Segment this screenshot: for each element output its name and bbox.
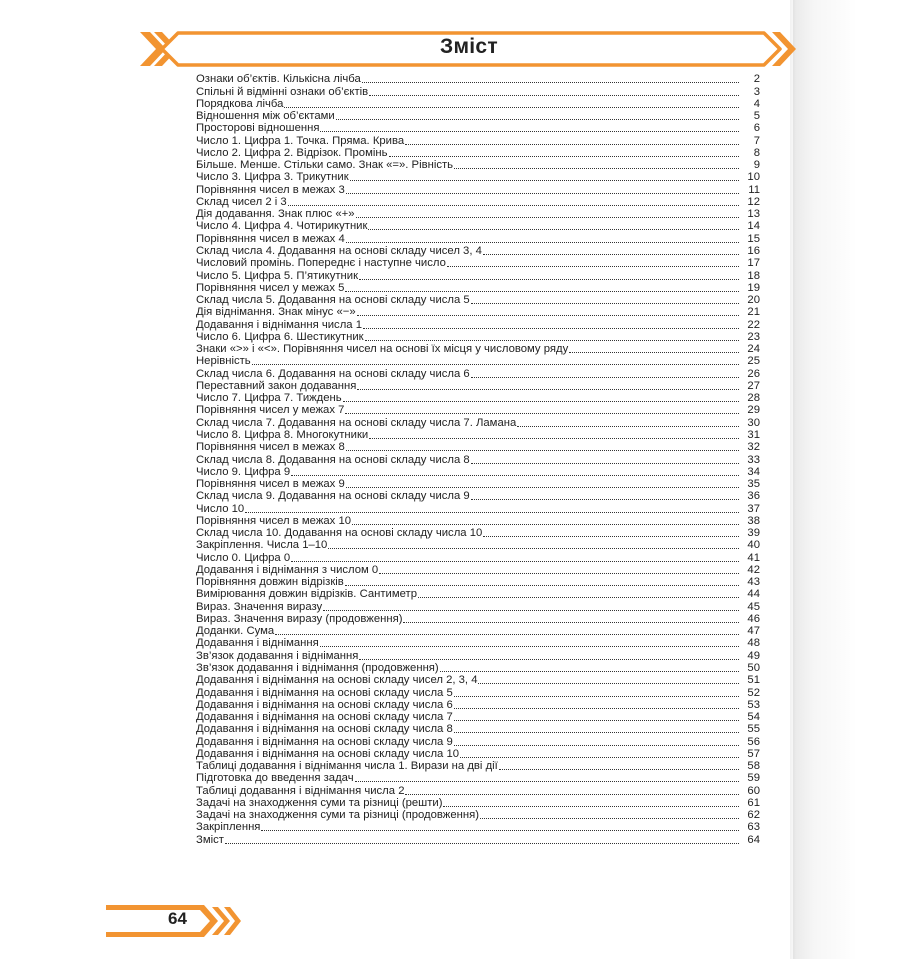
toc-dot-leader: [245, 502, 739, 513]
toc-entry-title: Зв’язок додавання і віднімання (продовження): [196, 662, 439, 675]
toc-dot-leader: [454, 686, 739, 697]
toc-entry-page: 12: [747, 195, 760, 208]
toc-dot-leader: [471, 453, 739, 464]
toc-entry: [196, 85, 760, 97]
toc-entry-page: 36: [747, 490, 760, 503]
toc-entry-page: 39: [747, 527, 760, 540]
toc-entry-title: Ознаки об’єктів. Кількісна лічба: [196, 73, 361, 86]
toc-entry-page: 29: [747, 404, 760, 417]
toc-dot-leader: [291, 551, 739, 562]
toc-dot-leader: [359, 269, 739, 280]
toc-entry-title: Знаки «>» і «<». Порівняння чисел на основі їх місця у числовому ряду: [196, 343, 569, 356]
toc-dot-leader: [483, 526, 739, 537]
toc-dot-leader: [403, 612, 739, 623]
toc-dot-leader: [369, 85, 739, 96]
toc-entry-title: Порівняння чисел у межах 7: [196, 404, 345, 417]
toc-entry-page: 59: [747, 772, 760, 785]
toc-dot-leader: [471, 489, 739, 500]
toc-entry-page: 54: [747, 711, 760, 724]
toc-entry-title: Порівняння чисел в межах 4: [196, 232, 345, 245]
toc-entry-title: Число 5. Цифра 5. П’ятикутник: [196, 269, 359, 282]
toc-entry-title: Склад числа 8. Додавання на основі складу числа 8: [196, 453, 470, 466]
toc-entry-page: 14: [747, 220, 760, 233]
toc-entry-title: Склад числа 5. Додавання на основі складу числа 5: [196, 294, 470, 307]
toc-entry-title: Число 9. Цифра 9: [196, 465, 291, 478]
toc-entry-title: Склад числа 6. Додавання на основі складу числа 6: [196, 367, 470, 380]
toc-entry-page: 43: [747, 576, 760, 589]
toc-entry: [196, 833, 760, 845]
toc-entry-title: Додавання і віднімання на основі складу числа 6: [196, 698, 453, 711]
toc-dot-leader: [418, 587, 739, 598]
toc-entry: [196, 159, 760, 171]
toc-dot-leader: [569, 342, 739, 353]
toc-entry-title: Задачі на знаходження суми та різниці (продовження): [196, 809, 479, 822]
toc-entry: [196, 711, 760, 723]
toc-entry-page: 49: [747, 649, 760, 662]
toc-entry: [196, 649, 760, 661]
toc-entry-page: 63: [747, 821, 760, 834]
toc-entry-page: 41: [747, 551, 760, 564]
toc-entry: [196, 318, 760, 330]
toc-entry-title: Більше. Менше. Стільки само. Знак «=». Рівність: [196, 159, 454, 172]
toc-entry-title: Спільні й відмінні ознаки об’єктів: [196, 85, 369, 98]
toc-entry-title: Додавання і віднімання на основі складу числа 10: [196, 747, 460, 760]
toc-entry: [196, 539, 760, 551]
toc-entry: [196, 208, 760, 220]
toc-entry: [196, 220, 760, 232]
toc-entry: [196, 245, 760, 257]
toc-entry-page: 3: [753, 85, 760, 98]
toc-entry-page: 45: [747, 600, 760, 613]
toc-entry-title: Закріплення: [196, 821, 261, 834]
title-banner: [140, 30, 798, 68]
toc-entry: [196, 588, 760, 600]
toc-dot-leader: [357, 379, 739, 390]
toc-entry-page: 57: [747, 747, 760, 760]
toc-dot-leader: [336, 109, 739, 120]
toc-entry-page: 64: [747, 833, 760, 846]
toc-entry-title: Склад числа 4. Додавання на основі складу чисел 3, 4: [196, 244, 482, 257]
toc-entry-page: 53: [747, 698, 760, 711]
toc-entry-page: 31: [747, 428, 760, 441]
toc-entry: [196, 490, 760, 502]
toc-entry-title: Зміст: [196, 833, 224, 846]
toc-entry-title: Число 2. Цифра 2. Відрізок. Промінь: [196, 146, 388, 159]
toc-entry-page: 25: [747, 355, 760, 368]
toc-entry-page: 62: [747, 809, 760, 822]
toc-entry: [196, 502, 760, 514]
toc-dot-leader: [454, 158, 739, 169]
toc-entry: [196, 183, 760, 195]
toc-entry-title: Додавання і віднімання: [196, 637, 319, 650]
toc-entry-page: 13: [747, 208, 760, 221]
toc-dot-leader: [345, 575, 739, 586]
toc-dot-leader: [343, 391, 739, 402]
toc-entry-title: Вираз. Значення виразу (продовження): [196, 612, 403, 625]
toc-entry: [196, 453, 760, 465]
toc-entry: [196, 760, 760, 772]
page-title: Зміст: [440, 35, 498, 58]
toc-entry-title: Дія додавання. Знак плюс «+»: [196, 208, 355, 221]
toc-entry-page: 32: [747, 441, 760, 454]
toc-entry-page: 33: [747, 453, 760, 466]
toc-entry-page: 2: [753, 73, 760, 86]
toc-entry-page: 51: [747, 674, 760, 687]
toc-dot-leader: [346, 440, 739, 451]
toc-dot-leader: [480, 808, 739, 819]
toc-entry-title: Підготовка до введення задач: [196, 772, 354, 785]
toc-entry: [196, 343, 760, 355]
toc-entry-page: 16: [747, 244, 760, 257]
toc-entry-title: Закріплення. Числа 1–10: [196, 539, 328, 552]
toc-dot-leader: [363, 318, 739, 329]
toc-entry: [196, 404, 760, 416]
toc-entry: [196, 809, 760, 821]
toc-dot-leader: [454, 735, 739, 746]
toc-entry-title: Просторові відношення: [196, 122, 320, 135]
toc-entry: [196, 429, 760, 441]
toc-dot-leader: [368, 219, 739, 230]
toc-entry: [196, 784, 760, 796]
toc-entry: [196, 600, 760, 612]
toc-entry-title: Вираз. Значення виразу: [196, 600, 323, 613]
toc-entry: [196, 735, 760, 747]
toc-entry-page: 61: [747, 796, 760, 809]
toc-entry-page: 60: [747, 784, 760, 797]
toc-entry-page: 28: [747, 392, 760, 405]
toc-entry-page: 24: [747, 343, 760, 356]
toc-dot-leader: [350, 170, 739, 181]
toc-dot-leader: [288, 195, 739, 206]
toc-entry-page: 9: [753, 159, 760, 172]
toc-dot-leader: [275, 624, 739, 635]
toc-entry-title: Доданки. Сума: [196, 625, 275, 638]
toc-entry-page: 15: [747, 232, 760, 245]
toc-dot-leader: [440, 661, 739, 672]
toc-entry-page: 4: [753, 97, 760, 110]
toc-dot-leader: [478, 673, 739, 684]
toc-entry-title: Додавання і віднімання на основі складу числа 7: [196, 711, 453, 724]
toc-entry-page: 6: [753, 122, 760, 135]
toc-dot-leader: [460, 747, 739, 758]
toc-entry-page: 18: [747, 269, 760, 282]
toc-entry-title: Число 1. Цифра 1. Точка. Пряма. Крива: [196, 134, 405, 147]
toc-dot-leader: [443, 796, 739, 807]
toc-entry-page: 27: [747, 379, 760, 392]
toc-dot-leader: [355, 771, 739, 782]
toc-entry-title: Порядкова лічба: [196, 97, 284, 110]
toc-entry: [196, 73, 760, 85]
toc-dot-leader: [225, 833, 739, 844]
toc-dot-leader: [454, 722, 739, 733]
toc-dot-leader: [365, 330, 739, 341]
toc-entry: [196, 134, 760, 146]
toc-entry: [196, 122, 760, 134]
toc-entry-title: Склад числа 7. Додавання на основі складу числа 7. Ламана: [196, 416, 517, 429]
toc-entry-page: 17: [747, 257, 760, 270]
toc-entry: [196, 110, 760, 122]
toc-entry: [196, 551, 760, 563]
toc-entry-title: Числовий промінь. Попереднє і наступне число: [196, 257, 446, 270]
toc-entry: [196, 98, 760, 110]
toc-dot-leader: [328, 538, 739, 549]
toc-entry-page: 48: [747, 637, 760, 650]
toc-entry-page: 7: [753, 134, 760, 147]
toc-entry: [196, 380, 760, 392]
toc-entry-page: 38: [747, 514, 760, 527]
toc-entry-title: Склад числа 9. Додавання на основі складу числа 9: [196, 490, 470, 503]
toc-dot-leader: [517, 416, 739, 427]
toc-entry: [196, 564, 760, 576]
toc-entry-page: 19: [747, 281, 760, 294]
toc-entry-page: 52: [747, 686, 760, 699]
toc-entry-page: 37: [747, 502, 760, 515]
toc-entry-page: 56: [747, 735, 760, 748]
toc-entry: [196, 674, 760, 686]
toc-dot-leader: [471, 367, 739, 378]
toc-entry-page: 58: [747, 760, 760, 773]
toc-entry: [196, 772, 760, 784]
toc-entry-page: 44: [747, 588, 760, 601]
page-number: 64: [168, 909, 187, 928]
toc-entry: [196, 613, 760, 625]
table-of-contents: [196, 73, 760, 846]
toc-entry-title: Додавання і віднімання на основі складу числа 9: [196, 735, 453, 748]
toc-entry-page: 26: [747, 367, 760, 380]
toc-entry-title: Порівняння чисел в межах 3: [196, 183, 345, 196]
toc-entry: [196, 269, 760, 281]
toc-entry: [196, 527, 760, 539]
toc-entry-title: Додавання і віднімання на основі складу числа 8: [196, 723, 453, 736]
toc-dot-leader: [320, 121, 739, 132]
toc-dot-leader: [499, 759, 739, 770]
toc-entry-page: 21: [747, 306, 760, 319]
toc-entry-page: 5: [753, 110, 760, 123]
toc-dot-leader: [346, 232, 739, 243]
toc-entry: [196, 257, 760, 269]
toc-entry-title: Число 4. Цифра 4. Чотирикутник: [196, 220, 368, 233]
toc-entry: [196, 478, 760, 490]
toc-entry-title: Зв’язок додавання і віднімання: [196, 649, 359, 662]
toc-entry-title: Число 3. Цифра 3. Трикутник: [196, 171, 349, 184]
toc-entry: [196, 196, 760, 208]
toc-entry-page: 10: [747, 171, 760, 184]
toc-entry-page: 30: [747, 416, 760, 429]
toc-entry-page: 40: [747, 539, 760, 552]
toc-entry: [196, 821, 760, 833]
toc-entry-title: Число 10: [196, 502, 245, 515]
toc-dot-leader: [291, 465, 739, 476]
toc-dot-leader: [405, 134, 739, 145]
toc-entry-title: Додавання і віднімання на основі складу числа 5: [196, 686, 453, 699]
toc-dot-leader: [323, 600, 739, 611]
toc-dot-leader: [346, 477, 739, 488]
toc-entry-title: Порівняння чисел в межах 9: [196, 478, 345, 491]
toc-entry-page: 55: [747, 723, 760, 736]
adjacent-page-edge: [793, 0, 900, 959]
toc-entry: [196, 392, 760, 404]
toc-dot-leader: [356, 207, 739, 218]
page-number-banner: [106, 903, 241, 939]
toc-entry-page: 34: [747, 465, 760, 478]
toc-entry: [196, 576, 760, 588]
toc-entry-title: Відношення між об’єктами: [196, 110, 335, 123]
toc-entry: [196, 637, 760, 649]
toc-entry: [196, 625, 760, 637]
toc-dot-leader: [357, 305, 739, 316]
toc-dot-leader: [261, 820, 739, 831]
toc-dot-leader: [252, 354, 739, 365]
toc-entry: [196, 441, 760, 453]
toc-entry: [196, 171, 760, 183]
toc-dot-leader: [352, 514, 739, 525]
toc-entry: [196, 355, 760, 367]
toc-dot-leader: [405, 784, 739, 795]
page-gutter-shadow: [790, 0, 796, 959]
toc-entry-page: 22: [747, 318, 760, 331]
toc-entry-page: 50: [747, 662, 760, 675]
toc-entry: [196, 723, 760, 735]
toc-entry: [196, 147, 760, 159]
toc-dot-leader: [454, 710, 739, 721]
toc-entry: [196, 306, 760, 318]
toc-dot-leader: [284, 97, 739, 108]
toc-entry-title: Число 7. Цифра 7. Тиждень: [196, 392, 342, 405]
toc-entry-page: 11: [748, 183, 760, 196]
toc-entry-title: Склад чисел 2 і 3: [196, 195, 287, 208]
toc-dot-leader: [483, 244, 739, 255]
toc-entry-title: Порівняння чисел в межах 10: [196, 514, 352, 527]
toc-dot-leader: [369, 428, 739, 439]
toc-entry: [196, 232, 760, 244]
toc-entry-title: Порівняння чисел в межах 8: [196, 441, 345, 454]
toc-entry: [196, 294, 760, 306]
toc-entry-page: 47: [747, 625, 760, 638]
toc-entry: [196, 367, 760, 379]
toc-entry-page: 23: [747, 330, 760, 343]
toc-entry-title: Порівняння чисел у межах 5: [196, 281, 345, 294]
toc-entry-title: Таблиці додавання і віднімання числа 2: [196, 784, 405, 797]
toc-entry-page: 8: [753, 146, 760, 159]
toc-entry-title: Задачі на знаходження суми та різниці (решти): [196, 796, 443, 809]
toc-entry: [196, 466, 760, 478]
toc-dot-leader: [362, 72, 739, 83]
toc-dot-leader: [359, 649, 739, 660]
toc-entry-title: Число 6. Цифра 6. Шестикутник: [196, 330, 364, 343]
toc-dot-leader: [447, 256, 739, 267]
toc-entry-title: Порівняння довжин відрізків: [196, 576, 344, 589]
toc-entry-title: Вимірювання довжин відрізків. Сантиметр: [196, 588, 417, 601]
toc-entry-title: Нерівність: [196, 355, 251, 368]
toc-entry: [196, 797, 760, 809]
toc-dot-leader: [320, 636, 739, 647]
toc-entry-title: Число 0. Цифра 0: [196, 551, 291, 564]
toc-dot-leader: [346, 183, 739, 194]
toc-entry: [196, 748, 760, 760]
toc-entry: [196, 331, 760, 343]
toc-entry-title: Додавання і віднімання на основі складу чисел 2, 3, 4: [196, 674, 478, 687]
toc-entry-page: 20: [747, 294, 760, 307]
toc-entry: [196, 699, 760, 711]
toc-entry-title: Число 8. Цифра 8. Многокутники: [196, 428, 369, 441]
toc-entry: [196, 686, 760, 698]
toc-dot-leader: [471, 293, 739, 304]
toc-entry-page: 35: [747, 478, 760, 491]
toc-dot-leader: [379, 563, 739, 574]
toc-dot-leader: [345, 281, 739, 292]
toc-entry-title: Дія віднімання. Знак мінус «−»: [196, 306, 356, 319]
toc-entry-title: Таблиці додавання і віднімання числа 1. Вирази на дві дії: [196, 760, 498, 773]
toc-entry-title: Переставний закон додавання: [196, 379, 357, 392]
toc-entry-title: Додавання і віднімання з числом 0: [196, 563, 379, 576]
toc-entry: [196, 662, 760, 674]
toc-dot-leader: [345, 403, 739, 414]
toc-dot-leader: [389, 146, 740, 157]
toc-entry-page: 42: [747, 563, 760, 576]
toc-entry-title: Склад числа 10. Додавання на основі складу числа 10: [196, 527, 483, 540]
toc-dot-leader: [454, 698, 739, 709]
toc-entry: [196, 282, 760, 294]
toc-entry-page: 46: [747, 612, 760, 625]
toc-entry: [196, 515, 760, 527]
toc-entry: [196, 416, 760, 428]
toc-entry-title: Додавання і віднімання числа 1: [196, 318, 363, 331]
